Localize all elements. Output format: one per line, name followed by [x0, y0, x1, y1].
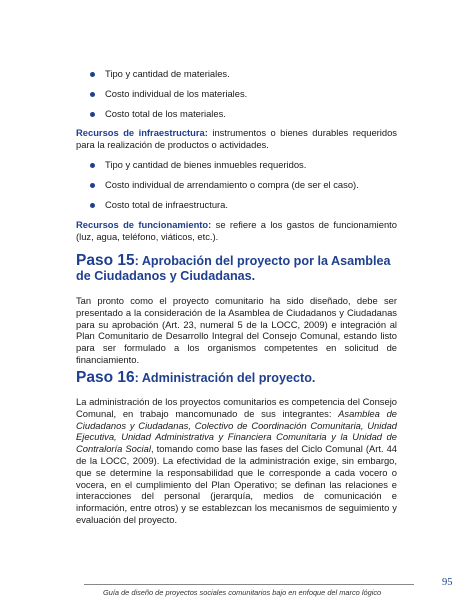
funcionamiento-text: se refiere a los gastos de funcionamiento (luz, agua, teléfono, viáticos, etc.). [76, 219, 397, 242]
bullet-dot-icon [90, 203, 95, 208]
paso-15-heading [76, 253, 406, 284]
page-number: 95 [442, 577, 453, 588]
infraestructura-text: instrumentos o bienes durables requeridos para la realización de productos o actividades. [76, 127, 397, 150]
integrantes-italic: Asamblea de Ciudadanos y Ciudadanas, Colectivo de Coordinación Comunitaria, Unidad Ejecutiva, Unidad Administrativa y Financiera Comunitaria y la Unidad de Contraloría Social [76, 407, 397, 455]
infraestructura-list [90, 159, 359, 219]
paso-16-number: Paso 16 [76, 369, 135, 386]
paso-16-heading [76, 370, 406, 386]
paso-15-number: Paso 15 [76, 252, 135, 269]
list-item: Tipo y cantidad de materiales. [90, 68, 247, 88]
materials-list [90, 68, 247, 128]
paso-16-title: : Administración del proyecto. [134, 371, 316, 385]
list-item: Tipo y cantidad de bienes inmuebles requeridos. [90, 159, 359, 179]
infraestructura-paragraph [76, 127, 397, 151]
bullet-dot-icon [90, 92, 95, 97]
paso-15-title: : Aprobación del proyecto por la Asamblea de Ciudadanos y Ciudadanas. [76, 254, 391, 283]
bullet-dot-icon [90, 112, 95, 117]
footer-title: Guía de diseño de proyectos sociales comunitarios bajo en enfoque del marco lógico [103, 588, 382, 597]
funcionamiento-label: Recursos de funcionamiento: [76, 219, 212, 230]
footer-divider [84, 584, 414, 585]
funcionamiento-paragraph [76, 219, 397, 243]
list-item: Costo individual de arrendamiento o compra (de ser el caso). [90, 179, 359, 199]
bullet-dot-icon [90, 163, 95, 168]
list-item: Costo total de los materiales. [90, 108, 247, 128]
paso-16-body: La administración de los proyectos comunitarios es competencia del Consejo Comunal, en trabajo mancomunado de sus integrantes: Asamblea de Ciudadanos y Ciudadanas, Colectivo de Coordinación Comunitaria, Unidad Ejecutiva, Unidad Administrativa y Financiera Comunitaria y la Unidad de Contraloría Social, tomando como base las fases del Ciclo Comunal (Art. 44 de la LOCC, 2009). La efectividad de la administración exige, sin embargo, que se determine la responsabilidad que le corresponde a cada vocero o vocera, en el cumplimiento del Plan Operativo; se definan las relaciones e interacciones del personal (jerarquía, medios de comunicación e información, entre otros) y se establezcan los mecanismos de seguimiento y evaluación del proyecto. [76, 396, 397, 525]
bullet-dot-icon [90, 72, 95, 77]
infraestructura-label: Recursos de infraestructura: [76, 127, 208, 138]
list-item: Costo individual de los materiales. [90, 88, 247, 108]
bullet-dot-icon [90, 183, 95, 188]
list-item: Costo total de infraestructura. [90, 199, 359, 219]
paso-15-body: Tan pronto como el proyecto comunitario ha sido diseñado, debe ser presentado a la consideración de la Asamblea de Ciudadanos y Ciudadanas para su aprobación (Art. 23, numeral 5 de la LOCC, 2009) e integración al Plan Comunitario de Desarrollo Integral del Consejo Comunal, estando listo para ser formulado a los organismos competentes en solicitud de financiamiento. [76, 295, 397, 365]
